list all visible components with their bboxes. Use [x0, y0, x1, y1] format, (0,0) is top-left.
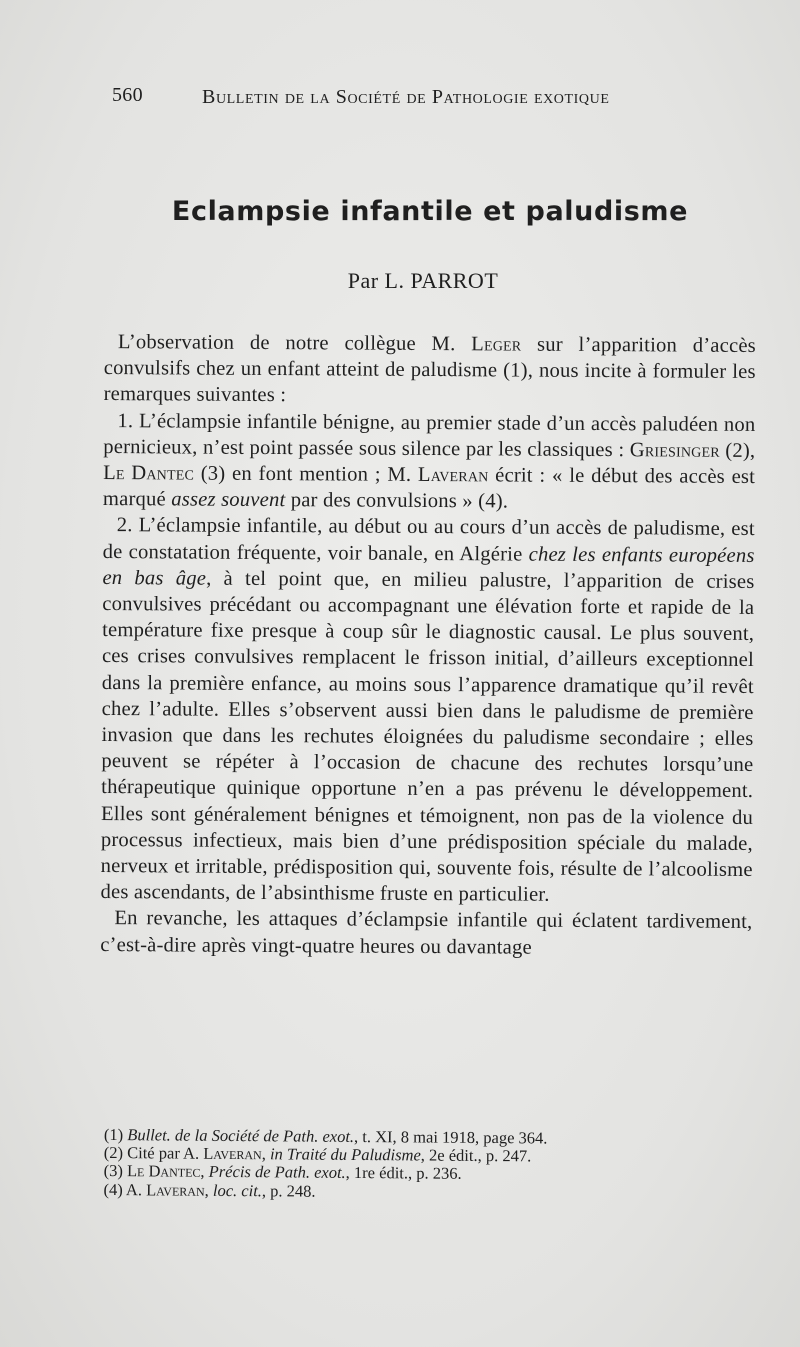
- footnote-author: Le Dantec: [126, 1161, 201, 1182]
- text-run: écrit : « le début des accès est marqué: [102, 464, 756, 511]
- running-head: [112, 84, 672, 114]
- footnote-marker: (2): [103, 1143, 124, 1163]
- page-number: 560: [112, 84, 143, 106]
- author-name: PARROT: [410, 268, 499, 293]
- article-body: [100, 329, 756, 962]
- footnote-text: Cité par A.: [127, 1143, 204, 1163]
- text-run: par des convulsions » (4).: [285, 489, 509, 513]
- footnote-text: A.: [125, 1179, 147, 1199]
- footnote-source: Bullet. de la Société de Path. exot.: [127, 1125, 355, 1146]
- author-line: [0, 268, 800, 294]
- paragraph: [100, 512, 754, 909]
- text-run: (2),: [719, 439, 756, 462]
- footnote-text: , t. XI, 8 mai 1918, page 364.: [354, 1126, 548, 1148]
- footnote-text: ,: [261, 1144, 271, 1164]
- footnote-text: ,: [204, 1180, 213, 1200]
- footnotes: [103, 1126, 704, 1204]
- author-name-ref: Laveran: [417, 463, 489, 487]
- italic-run: chez les enfants européens en bas âge: [102, 543, 755, 590]
- text-run: L’observation de notre collègue M.: [117, 331, 472, 356]
- footnote-author: Laveran: [146, 1179, 205, 1200]
- footnote: [103, 1181, 703, 1204]
- text-run: 1. L’éclampsie infantile bénigne, au premier stade d’un accès paludéen non pernicieux, n’est point passée sous silence par les classiques :: [103, 409, 756, 462]
- article-title: Eclampsie infantile et paludisme: [171, 196, 689, 227]
- paragraph: [103, 408, 756, 517]
- footnote-marker: (4): [103, 1179, 123, 1199]
- author-prefix: Par L.: [347, 268, 405, 293]
- footnote-text: , 1re édit., p. 236.: [345, 1163, 462, 1184]
- paragraph: [100, 905, 752, 961]
- author-name-ref: Griesinger: [629, 439, 720, 462]
- footnote-text: ,: [200, 1162, 209, 1182]
- journal-title: Bulletin de la Société de Pathologie exotique: [202, 86, 610, 108]
- italic-run: assez souvent: [171, 488, 286, 512]
- footnote-marker: (1): [103, 1125, 124, 1145]
- text-run: , à tel point que, en milieu palustre, l’apparition de crises convulsives précédant ou accompagnant une élévation forte et rapide de la température fixe presque à coup sûr le diagnostic causal. Le plus souvent, ces crises convulsives remplacent le frisson initial, d’ailleurs exceptionnel dans la première enfance, au moins sous l’apparence dramatique qu’il revêt chez l’adulte. Elles s’observent aussi bien dans le paludisme de première invasion que dans les rechutes éloignées du paludisme secondaire ; elles peuvent se répéter à l’occasion de chacune des rechutes lorsqu’une thérapeutique quinique opportune n’en a pas prévenu le développement. Elles sont généralement bénignes et témoignent, non pas de la violence du processus infectieux, mais bien d’une prédisposition spéciale du malade, nerveux et irritable, prédisposition qui, souvente fois, résulte de l’alcoolisme des ascendants, de l’absinthisme fruste en particulier.: [100, 567, 755, 906]
- footnote-source: Précis de Path. exot.: [208, 1162, 346, 1183]
- text-run: sur l’apparition d’accès convulsifs chez un enfant atteint de paludisme (1), nous incite à formuler les remarques suivantes :: [103, 333, 756, 407]
- footnote-text: , 2e édit., p. 247.: [420, 1145, 532, 1166]
- footnote-marker: (3): [103, 1161, 123, 1181]
- footnote-source: in Traité du Paludisme: [269, 1144, 421, 1165]
- footnote-source: loc. cit.: [212, 1180, 263, 1200]
- footnote-text: , p. 248.: [261, 1180, 316, 1201]
- text-run: 2. L’éclampsie infantile, au début ou au cours d’un accès de paludisme, est de constatation fréquente, voir banale, en Algérie: [102, 514, 755, 566]
- author-name-ref: Leger: [471, 333, 522, 356]
- footnote-author: Laveran: [203, 1143, 262, 1164]
- paragraph: [104, 329, 756, 412]
- text-run: En revanche, les attaques d’éclampsie infantile qui éclatent tardivement, c’est-à-dire après vingt-quatre heures ou davantage: [100, 907, 753, 959]
- author-name-ref: Le Dantec: [103, 462, 195, 485]
- text-run: (3) en font mention ; M.: [194, 462, 419, 486]
